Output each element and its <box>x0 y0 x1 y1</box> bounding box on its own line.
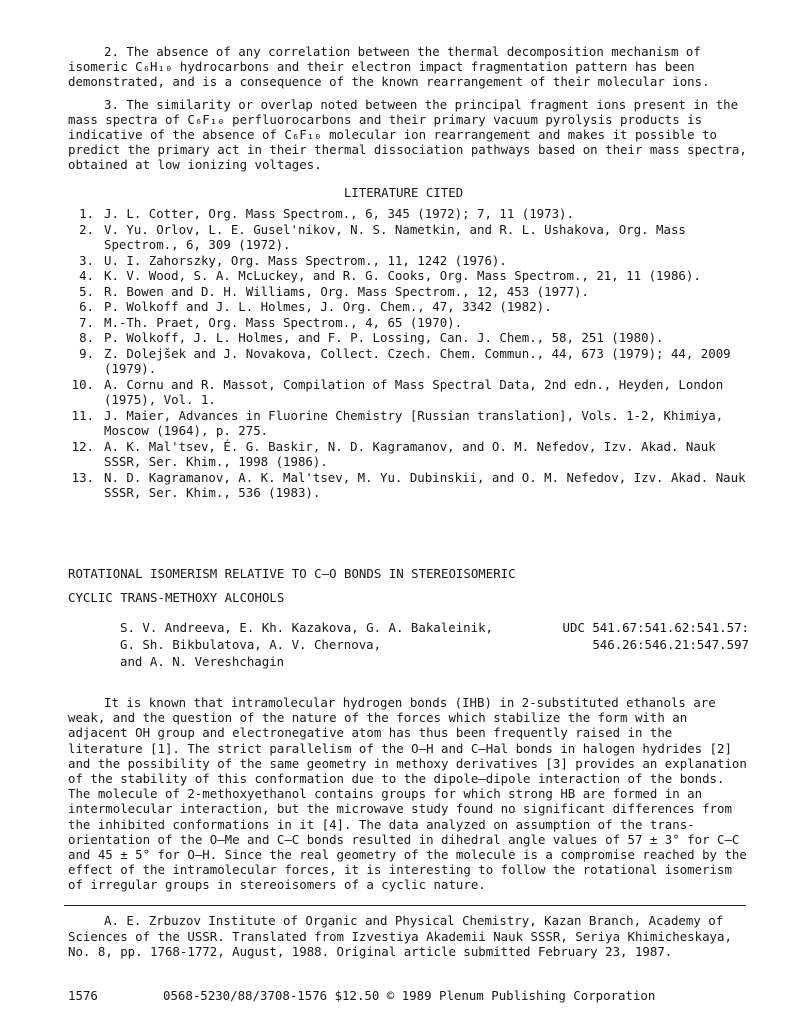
reference-item: 13. N. D. Kagramanov, A. K. Mal'tsev, M. Yu. Dubinskii, and O. M. Nefedov, Izv. Akad. Nauk SSSR, Ser. Khim., 536 (1983). <box>71 469 746 500</box>
article-title-line-2: CYCLIC TRANS-METHOXY ALCOHOLS <box>68 590 285 605</box>
affiliation-footnote: A. E. Zrbuzov Institute of Organic and Physical Chemistry, Kazan Branch, Academy of Sciences of the USSR. Translated from Izvestiya Akademii Nauk SSSR, Seriya Khimicheskaya, No. 8, pp. 1768-1772, August, 1988. Original article submitted February 23, 1987. <box>68 913 732 959</box>
page-number: 1576 <box>68 988 98 1003</box>
reference-item: 3. U. I. Zahorszky, Org. Mass Spectrom., 11, 1242 (1976). <box>79 252 507 268</box>
conclusion-paragraph-2: 2. The absence of any correlation between the thermal decomposition mechanism of isomeric C₆H₁₀ hydrocarbons and their electron impact fragmentation pattern has been demonstrated, and is a consequence of the known rearrangement of their molecular ions. <box>68 44 710 89</box>
conclusion-paragraph-3: 3. The similarity or overlap noted between the principal fragment ions present in the mass spectra of C₆F₁₀ perfluorocarbons and their primary vacuum pyrolysis products is indicative of the absence of C₆F₁₀ molecular ion rearrangement and makes it possible to predict the primary act in their thermal dissociation pathways based on their mass spectra, obtained at low ionizing voltages. <box>68 97 747 172</box>
reference-item: 5. R. Bowen and D. H. Williams, Org. Mass Spectrom., 12, 453 (1977). <box>79 283 589 299</box>
udc-classification <box>563 619 750 653</box>
author-line: G. Sh. Bikbulatova, A. V. Chernova, <box>120 637 382 652</box>
reference-item: 6. P. Wolkoff and J. L. Holmes, J. Org. Chem., 47, 3342 (1982). <box>79 299 552 314</box>
author-line: and A. N. Vereshchagin <box>120 654 285 669</box>
author-list <box>120 619 493 670</box>
udc-line: UDC 541.67:541.62:541.57: <box>562 620 749 635</box>
literature-cited-heading: LITERATURE CITED <box>343 185 464 200</box>
reference-item: 12. A. K. Mal'tsev, É. G. Baskir, N. D. Kagramanov, and O. M. Nefedov, Izv. Akad. Nauk SSSR, Ser. Khim., 1998 (1986). <box>71 438 716 469</box>
reference-item: 9. Z. Dolejšek and J. Novakova, Collect. Czech. Chem. Commun., 44, 673 (1979); 44, 2009 (1979). <box>79 345 731 376</box>
author-line: S. V. Andreeva, E. Kh. Kazakova, G. A. Bakaleinik, <box>120 620 493 635</box>
reference-item: 1. J. L. Cotter, Org. Mass Spectrom., 6, 345 (1972); 7, 11 (1973). <box>79 206 574 221</box>
reference-item: 8. P. Wolkoff, J. L. Holmes, and F. P. Lossing, Can. J. Chem., 58, 251 (1980). <box>79 330 664 345</box>
reference-item: 10. A. Cornu and R. Massot, Compilation of Mass Spectral Data, 2nd edn., Heyden, London (1975), Vol. 1. <box>71 376 724 407</box>
footnote-divider <box>64 905 746 906</box>
reference-item: 2. V. Yu. Orlov, L. E. Gusel'nikov, N. S. Nametkin, and R. L. Ushakova, Org. Mass Spectrom., 6, 309 (1972). <box>79 221 686 252</box>
page-footer <box>68 988 748 1003</box>
reference-item: 11. J. Maier, Advances in Fluorine Chemistry [Russian translation], Vols. 1-2, Khimiya, Moscow (1964), p. 275. <box>71 407 724 438</box>
udc-line: 546.26:546.21:547.597 <box>592 637 749 652</box>
article-title-line-1: ROTATIONAL ISOMERISM RELATIVE TO C—O BONDS IN STEREOISOMERIC <box>68 566 516 581</box>
reference-item: 7. M.-Th. Praet, Org. Mass Spectrom., 4, 65 (1970). <box>79 314 463 330</box>
copyright-line: 0568-5230/88/3708-1576 $12.50 © 1989 Plenum Publishing Corporation <box>163 988 656 1003</box>
reference-item: 4. K. V. Wood, S. A. McLuckey, and R. G. Cooks, Org. Mass Spectrom., 21, 11 (1986). <box>79 268 701 283</box>
article-body-paragraph: It is known that intramolecular hydrogen bonds (IHB) in 2-substituted ethanols are weak, and the question of the nature of the forces which stabilize the form with an adjacent OH group and electronegative atom has thus been frequently raised in the literature [1]. The strict parallelism of the O—H and C—Hal bonds in halogen hydrides [2] and the possibility of the same geometry in methoxy derivatives [3] provides an explanation of the stability of this conformation due to the dipole—dipole interaction of the bonds. The molecule of 2-methoxyethanol contains groups for which strong HB are formed in an intermolecular interaction, but the microwave study found no significant differences from the inhibited conformations in it [4]. The data analyzed on assumption of the trans-orientation of the O—Me and C—C bonds resulted in dihedral angle values of 57 ± 3° for C—C and 45 ± 5° for O—H. Since the real geometry of the molecule is a compromise reached by the effect of the intramolecular forces, it is interesting to follow the rotational isomerism of irregular groups in stereoisomers of a cyclic nature. <box>68 695 747 893</box>
reference-list <box>60 206 750 501</box>
